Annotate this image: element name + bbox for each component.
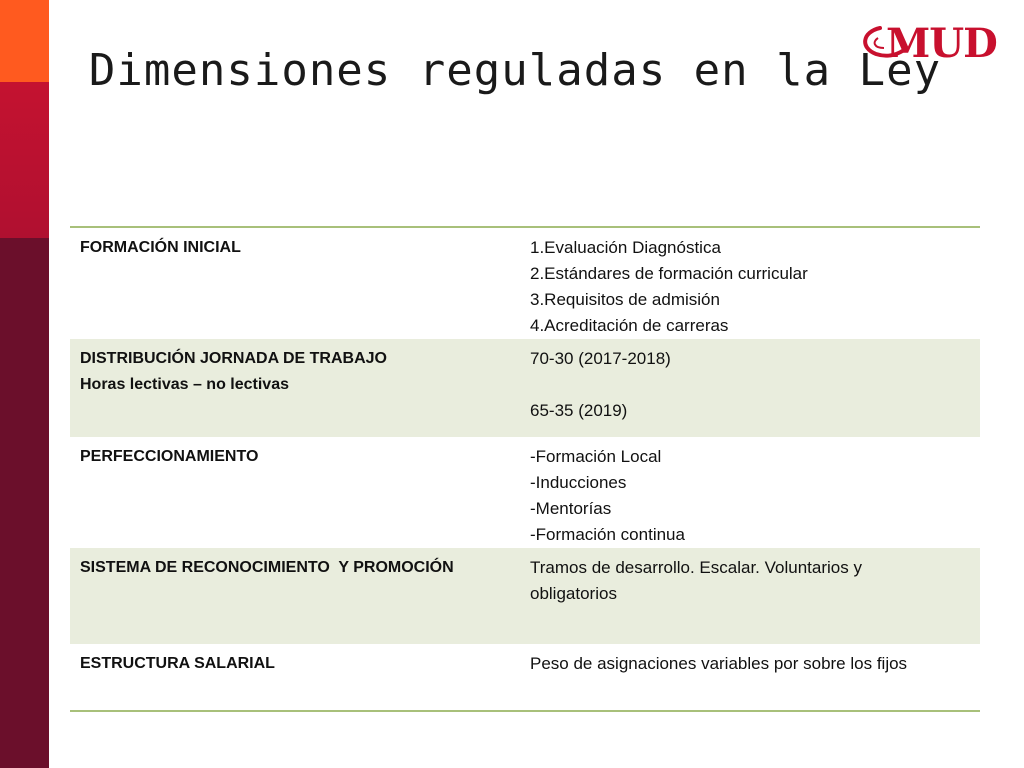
detail-line: -Inducciones: [530, 473, 627, 492]
bar-segment-bottom: [0, 238, 49, 768]
row-detail: [520, 228, 980, 339]
detail-spacer: [530, 372, 970, 398]
row-label: [70, 437, 520, 548]
detail-line: 65-35 (2019): [530, 401, 628, 420]
detail-line: -Formación Local: [530, 447, 662, 466]
slide-title: Dimensiones reguladas en la Ley: [88, 45, 942, 96]
row-detail: [520, 339, 980, 437]
table-row: [70, 339, 980, 437]
table-row: [70, 548, 980, 644]
detail-line: 3.Requisitos de admisión: [530, 290, 720, 309]
left-decorative-bar: [0, 0, 49, 768]
detail-line: -Mentorías: [530, 499, 612, 518]
table-row: [70, 644, 980, 710]
row-label-text: SISTEMA DE RECONOCIMIENTO Y PROMOCIÓN: [80, 559, 454, 576]
row-sublabel-text: Horas lectivas – no lectivas: [80, 376, 289, 393]
row-detail: [520, 548, 980, 644]
row-label-text: FORMACIÓN INICIAL: [80, 239, 241, 256]
row-detail: [520, 437, 980, 548]
detail-line: 4.Acreditación de carreras: [530, 316, 729, 335]
detail-line: Peso de asignaciones variables por sobre los fijos: [530, 654, 908, 673]
table-row: [70, 437, 980, 548]
detail-line: 1.Evaluación Diagnóstica: [530, 238, 721, 257]
row-label: [70, 644, 520, 710]
row-label: [70, 339, 520, 437]
detail-line: Tramos de desarrollo. Escalar. Voluntarios y: [530, 558, 862, 577]
logo-text: MUD: [886, 20, 997, 67]
row-label-text: PERFECCIONAMIENTO: [80, 448, 259, 465]
dimensions-table: [70, 226, 980, 712]
row-label: [70, 228, 520, 339]
bar-segment-top: [0, 0, 49, 82]
detail-line: 70-30 (2017-2018): [530, 349, 671, 368]
bar-segment-middle: [0, 82, 49, 238]
row-label: [70, 548, 520, 644]
table-row: [70, 228, 980, 339]
detail-line: 2.Estándares de formación curricular: [530, 264, 808, 283]
row-label-text: DISTRIBUCIÓN JORNADA DE TRABAJO: [80, 350, 387, 367]
detail-line: obligatorios: [530, 584, 617, 603]
row-detail: [520, 644, 980, 710]
row-label-text: ESTRUCTURA SALARIAL: [80, 655, 275, 672]
detail-line: -Formación continua: [530, 525, 685, 544]
